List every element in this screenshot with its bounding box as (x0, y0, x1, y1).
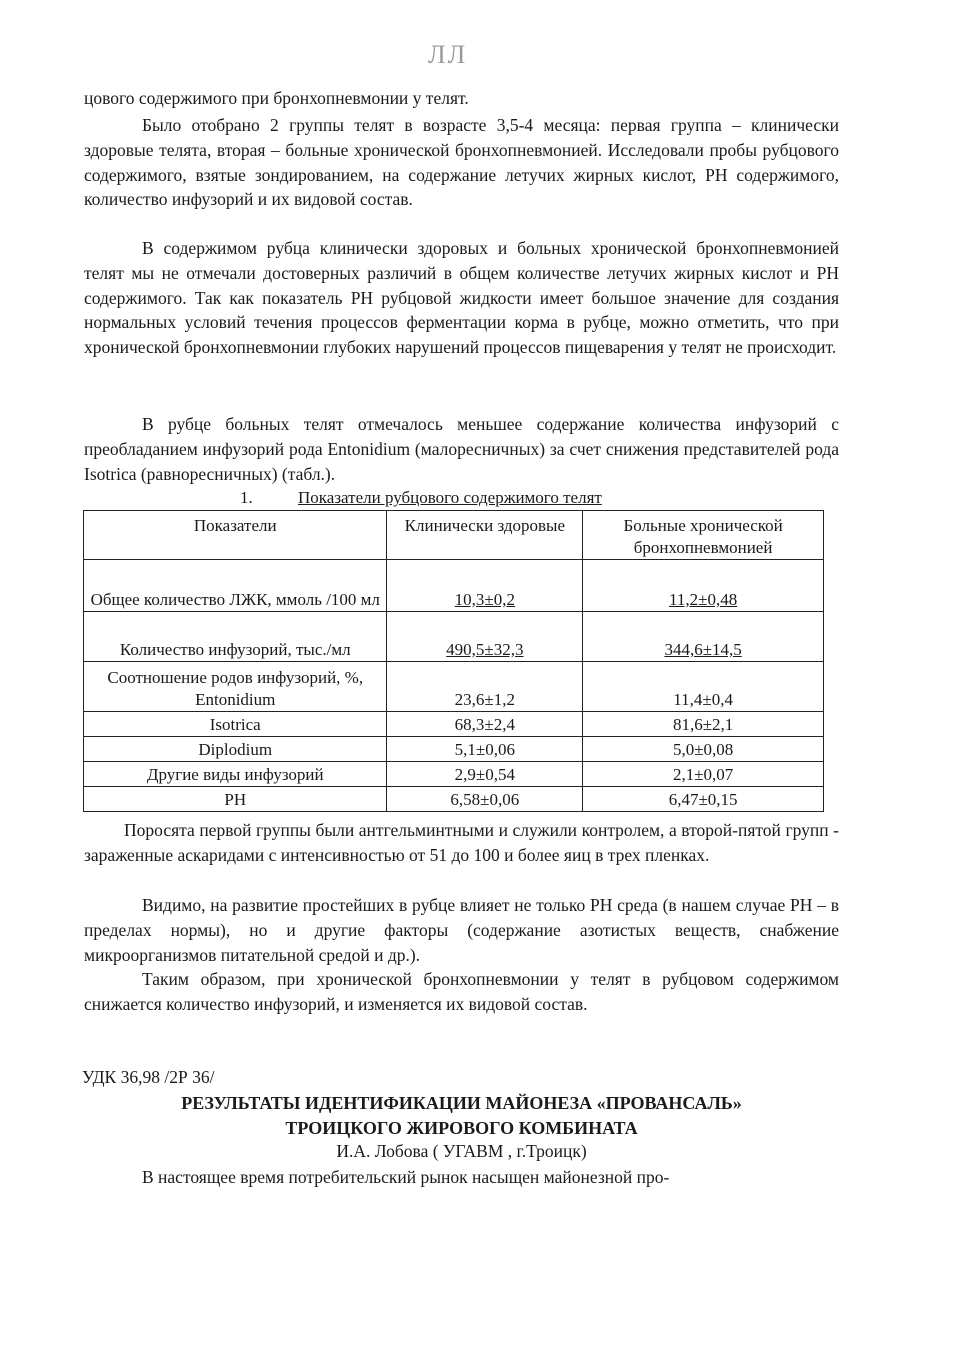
paragraph-infusoria: В рубце больных телят отмечалось меньшее содержание количества инфузорий с преобладанием инфузорий рода Entonidium (малоресничных) за счет снижения представителей рода Isotrica (равноресничных) (табл.). (84, 414, 839, 484)
sick-value: 81,6±2,1 (583, 712, 824, 737)
row-label: Общее количество ЛЖК, ммоль /100 мл (84, 560, 387, 612)
sick-value: 2,1±0,07 (583, 762, 824, 787)
paragraph-rumen-content: В содержимом рубца клинически здоровых и больных хронической бронхопневмонией телят мы не отмечали достоверных различий в общем количестве летучих жирных кислот и РН содержимого. Так как показатель РН рубцовой жидкости имеет большое значение для создания нормальных условий течения процессов ферментации корма в рубце, можно отметить, что при хронической бронхопневмонии глубоких нарушений процессов пищеварения у телят не происходит. (84, 238, 839, 358)
sick-value: 11,4±0,4 (583, 662, 824, 712)
paragraph-groups: Было отобрано 2 группы телят в возрасте 3,5-4 месяца: первая группа – клинически здоровые телята, вторая – больные хронической бронхопневмонией. Исследовали пробы рубцового содержимого, взятые зондированием, на содержание летучих жирных кислот, РН содержимого, количество инфузорий и их видовой состав. (84, 115, 839, 210)
sick-value: 11,2±0,48 (583, 560, 824, 612)
table-row (84, 612, 824, 662)
sick-value: 344,6±14,5 (583, 612, 824, 662)
udk-code: УДК 36,98 /2Р 36/ (82, 1067, 215, 1087)
article-title-line2: ТРОИЦКОГО ЖИРОВОГО КОМБИНАТА (285, 1118, 638, 1138)
row-label: РН (84, 787, 387, 812)
table-row (84, 737, 824, 762)
results-table (83, 510, 824, 812)
header-indicators: Показатели (84, 511, 387, 560)
healthy-value: 23,6±1,2 (387, 662, 583, 712)
sick-value: 6,47±0,15 (583, 787, 824, 812)
header-healthy: Клинически здоровые (387, 511, 583, 560)
article-first-line: В настоящее время потребительский рынок насыщен майонезной про- (142, 1167, 670, 1187)
paragraph-conclusion: Таким образом, при хронической бронхопневмонии у телят в рубцовом содержимом снижается количество инфузорий, и изменяется их видовой состав. (84, 969, 839, 1014)
healthy-value: 5,1±0,06 (387, 737, 583, 762)
page-mark: ЛЛ (428, 40, 468, 69)
table-row (84, 662, 824, 712)
table-title: Показатели рубцового содержимого телят (298, 488, 602, 507)
healthy-value: 6,58±0,06 (387, 787, 583, 812)
row-label: Другие виды инфузорий (84, 762, 387, 787)
sick-value: 5,0±0,08 (583, 737, 824, 762)
row-label: Количество инфузорий, тыс./мл (84, 612, 387, 662)
healthy-value: 10,3±0,2 (387, 560, 583, 612)
table-header-row (84, 511, 824, 560)
paragraph-factors: Видимо, на развитие простейших в рубце влияет не только РН среда (в нашем случае РН – в пределах нормы), но и другие факторы (содержание азотистых веществ, снабжение микроорганизмов питательной средой и др.). (84, 895, 839, 965)
article-author: И.А. Лобова ( УГАВМ , г.Троицк) (336, 1141, 587, 1161)
table-row (84, 712, 824, 737)
table-number: 1. (240, 488, 253, 507)
healthy-value: 68,3±2,4 (387, 712, 583, 737)
header-sick: Больные хронической бронхопневмонией (583, 511, 824, 560)
article-title-line1: РЕЗУЛЬТАТЫ ИДЕНТИФИКАЦИИ МАЙОНЕЗА «ПРОВАНСАЛЬ» (181, 1093, 742, 1113)
paragraph-continuation: цового содержимого при бронхопневмонии у телят. (84, 88, 469, 108)
healthy-value: 2,9±0,54 (387, 762, 583, 787)
table-row (84, 560, 824, 612)
row-label: Diplodium (84, 737, 387, 762)
healthy-value: 490,5±32,3 (387, 612, 583, 662)
table-row (84, 762, 824, 787)
table-caption (240, 488, 602, 508)
table-row (84, 787, 824, 812)
article-title (84, 1091, 839, 1141)
paragraph-piglets: Поросята первой группы были антгельминтными и служили контролем, а второй-пятой групп - зараженные аскаридами с интенсивностью от 51 до 100 и более яиц в трех пленках. (84, 820, 839, 865)
row-label: Isotrica (84, 712, 387, 737)
row-label: Соотношение родов инфузорий, %, Entonidium (84, 662, 387, 712)
